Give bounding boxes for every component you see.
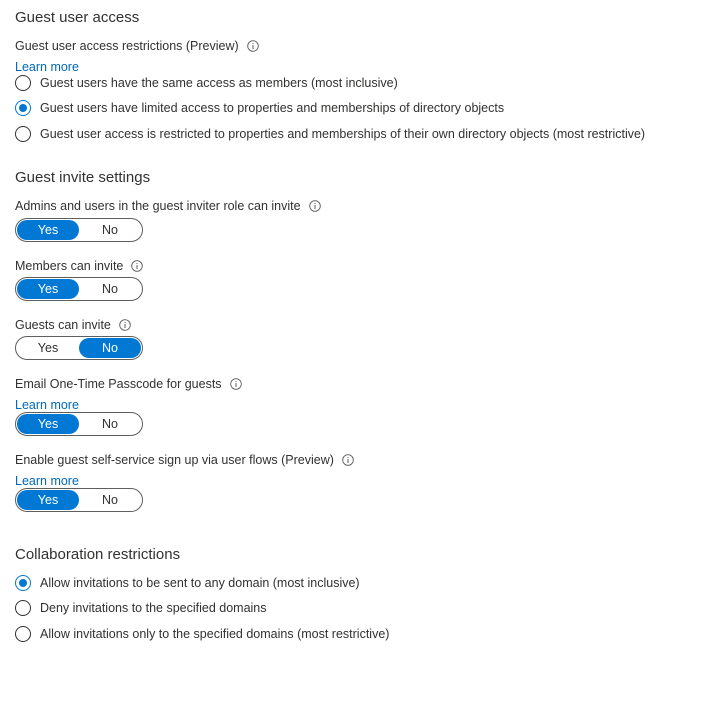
admins-inviter-role-text: Admins and users in the guest inviter role can invite [15, 199, 301, 213]
collab-option-deny-domains[interactable] [15, 599, 267, 617]
toggle-no-option[interactable]: No [102, 493, 118, 507]
info-icon[interactable] [131, 260, 143, 272]
email-otp-text: Email One-Time Passcode for guests [15, 377, 222, 391]
toggle-yes-option[interactable]: Yes [17, 414, 79, 434]
toggle-yes-option[interactable]: Yes [17, 220, 79, 240]
radio-label: Allow invitations to be sent to any domain (most inclusive) [40, 576, 360, 590]
radio-button[interactable] [15, 575, 31, 591]
email-otp-learn-more-link[interactable]: Learn more [15, 398, 79, 412]
guests-can-invite-toggle[interactable] [15, 336, 143, 360]
radio-label: Allow invitations only to the specified domains (most restrictive) [40, 627, 390, 641]
collab-option-allow-only-domains[interactable] [15, 625, 389, 643]
self-service-signup-text: Enable guest self-service sign up via user flows (Preview) [15, 453, 334, 467]
collaboration-restrictions-title: Collaboration restrictions [15, 546, 181, 563]
guest-access-restrictions-label [15, 38, 259, 54]
radio-button[interactable] [15, 75, 31, 91]
toggle-yes-option[interactable]: Yes [17, 490, 79, 510]
admins-inviter-role-toggle[interactable] [15, 218, 143, 242]
guest-access-option-restricted[interactable] [15, 125, 645, 143]
toggle-no-option[interactable]: No [102, 282, 118, 296]
toggle-yes-option[interactable]: Yes [37, 341, 59, 355]
radio-button[interactable] [15, 100, 31, 116]
radio-label: Guest user access is restricted to properties and memberships of their own directory objects (most restrictive) [40, 127, 646, 141]
radio-button[interactable] [15, 626, 31, 642]
guests-can-invite-text: Guests can invite [15, 318, 111, 332]
radio-label: Deny invitations to the specified domains [40, 601, 267, 615]
toggle-no-option[interactable]: No [79, 338, 141, 358]
toggle-no-option[interactable]: No [102, 223, 118, 237]
email-otp-label [15, 376, 242, 392]
self-service-signup-label [15, 452, 354, 468]
radio-label: Guest users have the same access as members (most inclusive) [40, 76, 398, 90]
members-can-invite-toggle[interactable] [15, 277, 143, 301]
guest-access-option-same-as-members[interactable] [15, 74, 398, 92]
info-icon[interactable] [342, 454, 354, 466]
self-service-learn-more-link[interactable]: Learn more [15, 474, 79, 488]
guest-access-restrictions-text: Guest user access restrictions (Preview) [15, 39, 239, 53]
toggle-yes-option[interactable]: Yes [17, 279, 79, 299]
info-icon[interactable] [119, 319, 131, 331]
guest-access-learn-more-link[interactable]: Learn more [15, 60, 79, 74]
guests-can-invite-label [15, 317, 131, 333]
radio-button[interactable] [15, 600, 31, 616]
admins-inviter-role-label [15, 198, 321, 214]
self-service-signup-toggle[interactable] [15, 488, 143, 512]
info-icon[interactable] [230, 378, 242, 390]
toggle-no-option[interactable]: No [102, 417, 118, 431]
radio-button[interactable] [15, 126, 31, 142]
email-otp-toggle[interactable] [15, 412, 143, 436]
members-can-invite-label [15, 258, 143, 274]
guest-access-option-limited[interactable] [15, 99, 504, 117]
collab-option-any-domain[interactable] [15, 574, 360, 592]
info-icon[interactable] [247, 40, 259, 52]
guest-invite-settings-title: Guest invite settings [15, 169, 151, 186]
members-can-invite-text: Members can invite [15, 259, 124, 273]
guest-user-access-title: Guest user access [15, 9, 140, 26]
radio-label: Guest users have limited access to properties and memberships of directory objects [40, 101, 505, 115]
info-icon[interactable] [309, 200, 321, 212]
